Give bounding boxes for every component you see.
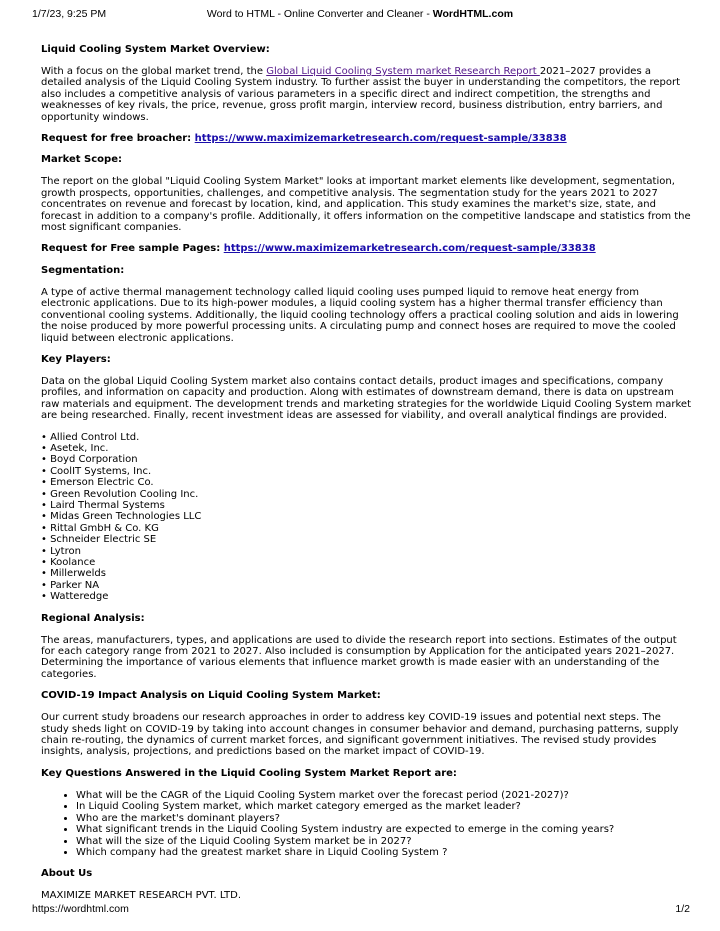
request-sample-label: Request for Free sample Pages: — [41, 243, 224, 255]
list-item: • Schneider Electric SE — [41, 534, 691, 545]
players-paragraph: Data on the global Liquid Cooling System market also contains contact details, product images and specifications, company profiles, and information on capacity and production. Along with estimates of downstream demand, there is data on upstream raw materials and equipment. The development trends and marketing strategies for the worldwide Liquid Cooling System market are being researched. Finally, recent investment ideas are assessed for viability, and overall analytical findings are provided. — [41, 375, 692, 422]
list-item: • Lytron — [41, 546, 691, 557]
list-item: • Koolance — [41, 557, 691, 568]
request-sample — [41, 243, 691, 254]
list-item: • Green Revolution Cooling Inc. — [41, 489, 691, 500]
players-list — [41, 432, 691, 603]
list-item: • What significant trends in the Liquid Cooling System industry are expected to emerge in the coming years? — [76, 824, 691, 835]
overview-paragraph — [41, 66, 691, 123]
list-item: • What will be the CAGR of the Liquid Cooling System market over the forecast period (2021-2027)? — [76, 790, 691, 801]
footer-url: https://wordhtml.com — [32, 903, 129, 915]
segmentation-paragraph: A type of active thermal management technology called liquid cooling uses pumped liquid to remove heat energy from electronic applications. Due to its high-power modules, a liquid cooling system has a higher thermal transfer efficiency than conventional cooling systems. Additionally, the liquid cooling technology offers a practical cooling solution and aids in lowering the noise produced by more powerful processing units. A circulating pump and connect hoses are required to move the cooled liquid between electronic applications. — [41, 286, 679, 344]
list-item: • Asetek, Inc. — [41, 443, 691, 454]
scope-heading: Market Scope: — [41, 154, 122, 166]
about-heading: About Us — [41, 868, 93, 880]
list-item: • Which company had the greatest market share in Liquid Cooling System ? — [76, 847, 691, 858]
overview-heading: Liquid Cooling System Market Overview: — [41, 44, 270, 55]
overview-text-before: With a focus on the global market trend, the — [41, 66, 267, 77]
list-item: • CoolIT Systems, Inc. — [41, 466, 691, 477]
about-paragraph: MAXIMIZE MARKET RESEARCH PVT. LTD. — [41, 890, 242, 902]
overview-text-after: 2021–2027 provides a detailed analysis of the Liquid Cooling System industry. To further assist the buyer in understanding the competitors, the report also includes a competitive analysis of various parameters in a specific direct and indirect competition, the strengths and weaknesses of key rivals, the price, revenue, gross profit margin, interview record, business distribution, entry barriers, and opportunity windows. — [41, 66, 681, 123]
questions-heading: Key Questions Answered in the Liquid Cooling System Market Report are: — [41, 767, 457, 779]
report-link[interactable]: Global Liquid Cooling System market Research Report — [266, 66, 540, 77]
list-item: • Millerwelds — [41, 568, 691, 579]
document-body — [41, 44, 691, 912]
list-item: • Emerson Electric Co. — [41, 477, 691, 488]
list-item: • Watteredge — [41, 591, 691, 602]
list-item: • Midas Green Technologies LLC — [41, 511, 691, 522]
request-sample-link[interactable]: https://www.maximizemarketresearch.com/request-sample/33838 — [223, 243, 596, 255]
list-item: • What will the size of the Liquid Cooling System market be in 2027? — [76, 836, 691, 847]
list-item: • Parker NA — [41, 580, 691, 591]
list-item: • Allied Control Ltd. — [41, 432, 691, 443]
request-brochure-link[interactable]: https://www.maximizemarketresearch.com/request-sample/33838 — [194, 133, 567, 145]
segmentation-heading: Segmentation: — [41, 264, 125, 276]
print-title — [0, 8, 720, 20]
request-brochure-label: Request for free broacher: — [41, 133, 195, 145]
players-heading: Key Players: — [41, 353, 111, 365]
scope-paragraph: The report on the global "Liquid Cooling System Market" looks at important market elements like development, segmentation, growth prospects, opportunities, challenges, and competitive analysis. The segmentation study for the years 2021 to 2027 concentrates on revenue and forecast by location, kind, and application. This study examines the market's size, state, and forecast in addition to a company's profile. Additionally, it offers information on the competitive landscape and statistics from the most significant companies. — [41, 176, 691, 234]
list-item: • Laird Thermal Systems — [41, 500, 691, 511]
list-item: • Rittal GmbH & Co. KG — [41, 523, 691, 534]
request-brochure — [41, 133, 691, 144]
questions-list — [41, 790, 691, 858]
list-item: • In Liquid Cooling System market, which market category emerged as the market leader? — [76, 801, 691, 812]
page-number: 1/2 — [675, 903, 690, 915]
regional-heading: Regional Analysis: — [41, 612, 145, 624]
print-datetime: 1/7/23, 9:25 PM — [32, 8, 107, 20]
list-item: • Who are the market's dominant players? — [76, 813, 691, 824]
print-title-prefix: Word to HTML - Online Converter and Cleaner - — [206, 8, 433, 20]
covid-paragraph: Our current study broadens our research approaches in order to address key COVID-19 issues and potential next steps. The study sheds light on COVID-19 by taking into account changes in consumer behavior and demand, purchasing patterns, supply chain re-routing, the dynamics of current market forces, and significant government initiatives. The revised study provides insights, analysis, projections, and predictions based on the market impact of COVID-19. — [41, 712, 679, 758]
regional-paragraph: The areas, manufacturers, types, and applications are used to divide the research report into sections. Estimates of the output for each category range from 2021 to 2027. Also included is consumption by Application for the anticipated years 2021–2027. Determining the importance of various elements that influence market growth is made easier with an understanding of the categories. — [41, 634, 677, 680]
print-title-brand: WordHTML.com — [432, 8, 514, 20]
list-item: • Boyd Corporation — [41, 454, 691, 465]
print-header — [0, 0, 720, 24]
covid-heading: COVID-19 Impact Analysis on Liquid Cooling System Market: — [41, 690, 381, 702]
